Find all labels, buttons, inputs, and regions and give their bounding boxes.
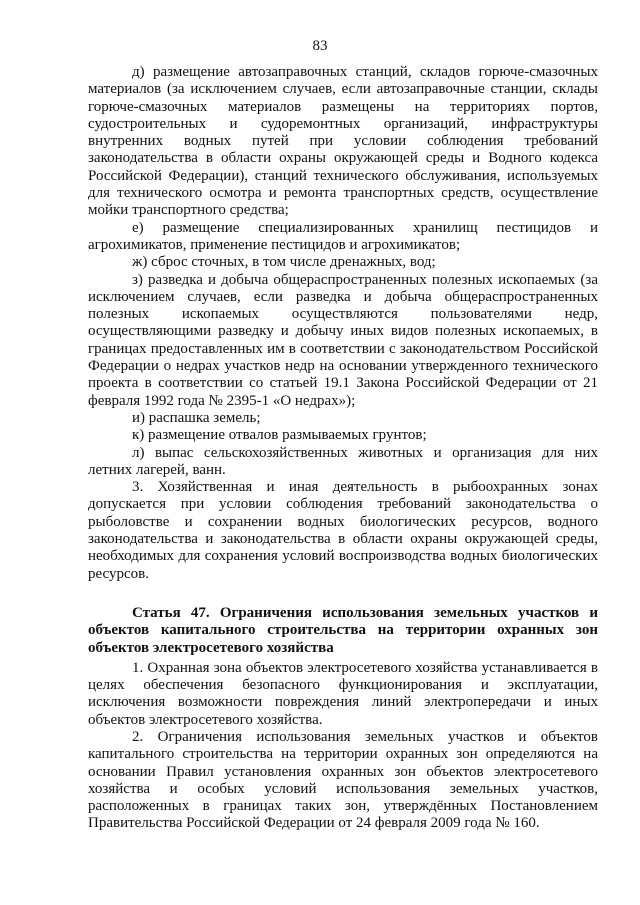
paragraph-item-z: з) разведка и добыча общераспространенных полезных ископаемых (за исключением случаев, если разведка и добыча общераспространенных полезных ископаемых осуществляются пользователями недр, осуществляющими разведку и добычу иных видов полезных ископаемых, в границах предоставленных им в соответствии с законодательством Российской Федерации о недрах участков недр на основании утвержденного технического проекта в соответствии со статьей 19.1 Закона Российской Федерации от 21 февраля 1992 года № 2395-1 «О недрах»); — [88, 271, 598, 409]
paragraph-clause-3: 3. Хозяйственная и иная деятельность в рыбоохранных зонах допускается при условии соблюдения требований законодательства о рыболовстве и сохранении водных биологических ресурсов, водного законодательства и законодательства в области охраны окружающей среды, необходимых для сохранения условий воспроизводства водных биологических ресурсов. — [88, 479, 598, 582]
paragraph-item-k: к) размещение отвалов размываемых грунтов; — [132, 427, 427, 444]
page-number: 83 — [312, 38, 328, 54]
article-47-clause-2: 2. Ограничения использования земельных участков и объектов капитального строительства на территории охранных зон определяются на основании Правил установления охранных зон объектов электросетевого хозяйства и особых условий использования земельных участков, расположенных в границах таких зон, утверждённых Постановлением Правительства Российской Федерации от 24 февраля 2009 года № 160. — [88, 728, 598, 832]
paragraph-item-e: е) размещение специализированных хранилищ пестицидов и агрохимикатов, применение пестицидов и агрохимикатов; — [88, 219, 598, 253]
paragraph-item-l: л) выпас сельскохозяйственных животных и организация для них летних лагерей, ванн. — [88, 444, 598, 478]
document-body — [88, 64, 598, 833]
article-47-heading: Статья 47. Ограничения использования земельных участков и объектов капитального строительства на территории охранных зон объектов электросетевого хозяйства — [88, 604, 598, 656]
paragraph-item-zh: ж) сброс сточных, в том числе дренажных, вод; — [132, 254, 436, 271]
paragraph-item-d: д) размещение автозаправочных станций, складов горюче-смазочных материалов (за исключением случаев, если автозаправочные станции, склады горюче-смазочных материалов размещены на территориях портов, судостроительных и судоремонтных организаций, инфраструктуры внутренних водных путей при условии соблюдения требований законодательства в области охраны окружающей среды и Водного кодекса Российской Федерации), станций технического обслуживания, используемых для технического осмотра и ремонта транспортных средств, осуществление мойки транспортного средства; — [88, 64, 598, 219]
article-47-clause-1: 1. Охранная зона объектов электросетевого хозяйства устанавливается в целях обеспечения безопасного функционирования и эксплуатации, исключения возможности повреждения линий электропередачи и иных объектов электросетевого хозяйства. — [88, 659, 598, 728]
paragraph-item-i: и) распашка земель; — [132, 409, 261, 426]
